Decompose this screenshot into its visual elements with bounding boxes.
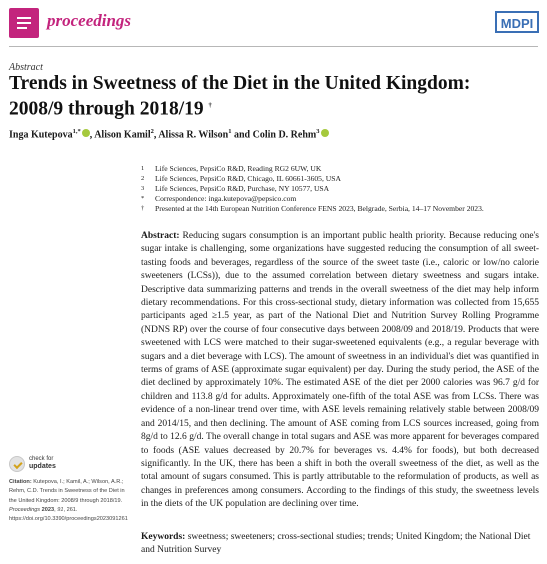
citation-doi-link[interactable]: , 261. https://doi.org/10.3390/proceedings2023091261 (9, 506, 128, 523)
citation-year: 2023 (41, 506, 55, 513)
article-type: Abstract (9, 62, 43, 73)
author-affiliation-mark: 1,* (72, 128, 81, 135)
affiliations (141, 164, 541, 214)
affiliation-item (141, 174, 541, 184)
affiliation-text: Life Sciences, PepsiCo R&D, Reading RG2 6UW, UK (155, 164, 322, 173)
author-separator: , (89, 129, 93, 141)
citation-block: Citation: Kutepova, I.; Kamil, A.; Wilson, A.R.; Rehm, C.D. Trends in Sweetness of the Diet in the United Kingdom: 2008/9 through 2018/19. Proceedings 2023, 91, 261. https://doi.org/10.3390/proceedings2023091261 (9, 479, 128, 523)
keywords-text: sweetness; sweeteners; cross-sectional studies; trends; United Kingdom; the National Diet and Nutrition Survey (141, 532, 531, 555)
check-updates-line2: updates (29, 463, 56, 470)
citation-label: Citation: (9, 479, 32, 485)
author-name[interactable]: Alissa R. Wilson (158, 129, 229, 141)
abstract (141, 230, 539, 512)
author-name[interactable]: Inga Kutepova (9, 129, 73, 141)
check-for-updates-button[interactable] (9, 456, 55, 472)
title-note-mark: † (208, 102, 212, 109)
affiliation-mark: 3 (141, 185, 145, 192)
affiliation-text: Life Sciences, PepsiCo R&D, Chicago, IL 60661-3605, USA (155, 174, 341, 183)
author-name[interactable]: Colin D. Rehm (252, 129, 317, 141)
paper-title (9, 73, 529, 121)
paper-title-text: Trends in Sweetness of the Diet in the United Kingdom: 2008/9 through 2018/19 (9, 73, 471, 120)
affiliation-mark: 2 (141, 175, 145, 182)
abstract-text: Reducing sugars consumption is an important public health priority. Because reducing one's sugar intake is challenging, some organizations have suggested reducing the consumption of all sweet-tasting foods and beverages, regardless of the source of the sweet taste (i.e., caloric or low/no calorie sweeteners (LCSs)), due to the assumed correlation between dietary sweetness and sugars intake. Descriptive data summarizing patterns and trends in the overall sweetness of the diet may help inform dietary recommendations. For this cross-sectional study, dietary information was collected from 15,655 participants aged ≥1.5 year, as part of the National Diet and Nutrition Survey Rolling Programme (NDNS RP) over the course of four consecutive days between 2008/09 and 2018/19. Products that were sweetened with LCS were matched to their sugar-sweetened equivalents (e.g., a regular beverage with sugars and a diet beverage with LCS). The amount of sweetness in an individual's diet was quantified in terms of grams of ASE (approximate sugar equivalent) per day. During the study period, the ASE of the diet declined by approximately 10%. The estimated ASE of the diet per 2000 calories was 96.7 g/d for children and 113.8 g/d for adults. Approximately one-fifth of the total ASE was from LCSs. There was evidence of a non-linear trend over time, with ASE levels remaining relatively stable between 2008/09 and 2014/15, and then declining. The amount of ASE coming from LCS sources increased, going from 8g/d to 12.6 g/d. The overall change in total sugars and ASE was more apparent for beverages compared to foods (ASE values decreased by 20.7% for beverages vs. 4.4% for foods), but both decreased significantly. In the UK, there has been a shift in both the overall sweetness of the diet, as well as the total amount of sugars consumed. This is partly attributable to the reformulation of products, as well as changes in preferences among consumers. According to the findings of this study, the sweetness levels in the diets of the UK population are declining over time. (141, 231, 540, 510)
affiliation-mark: † (141, 205, 145, 212)
author-separator: and (234, 129, 251, 141)
citation-journal: Proceedings (9, 506, 41, 513)
author-name[interactable]: Alison Kamil (94, 129, 151, 141)
affiliation-item (141, 184, 541, 194)
journal-logo-icon[interactable] (9, 8, 39, 38)
author-affiliation-mark: 1 (228, 128, 232, 135)
affiliation-mark: * (141, 195, 145, 202)
author-separator: , (153, 129, 157, 141)
affiliation-text: Life Sciences, PepsiCo R&D, Purchase, NY 10577, USA (155, 184, 330, 193)
author-affiliation-mark: 3 (316, 128, 320, 135)
publisher-logo[interactable]: MDPI (495, 11, 539, 33)
affiliation-item (141, 164, 541, 174)
presentation-note (141, 204, 541, 214)
affiliation-mark: 1 (141, 165, 145, 172)
author-affiliation-mark: 2 (150, 128, 154, 135)
author-list (9, 128, 329, 140)
keywords (141, 531, 539, 557)
affiliation-text: Presented at the 14th European Nutrition Conference FENS 2023, Belgrade, Serbia, 14–17 November 2023. (155, 204, 484, 213)
keywords-label: Keywords: (141, 532, 186, 542)
orcid-icon[interactable] (82, 129, 90, 137)
correspondence-item (141, 194, 541, 204)
check-updates-line1: check for (29, 456, 54, 462)
citation-volume: 91 (57, 506, 64, 513)
orcid-icon[interactable] (321, 129, 329, 137)
header-divider (9, 46, 538, 47)
journal-name[interactable]: proceedings (47, 11, 132, 30)
check-updates-label (29, 456, 56, 471)
citation-text: Kutepova, I.; Kamil, A.; Wilson, A.R.; Rehm, C.D. Trends in Sweetness of the Diet in the United Kingdom: 2008/9 through 2018/19. (9, 479, 125, 504)
abstract-label: Abstract: (141, 231, 180, 241)
check-updates-icon (9, 456, 25, 472)
correspondence-email-link[interactable]: Correspondence: inga.kutepova@pepsico.com (155, 194, 297, 203)
